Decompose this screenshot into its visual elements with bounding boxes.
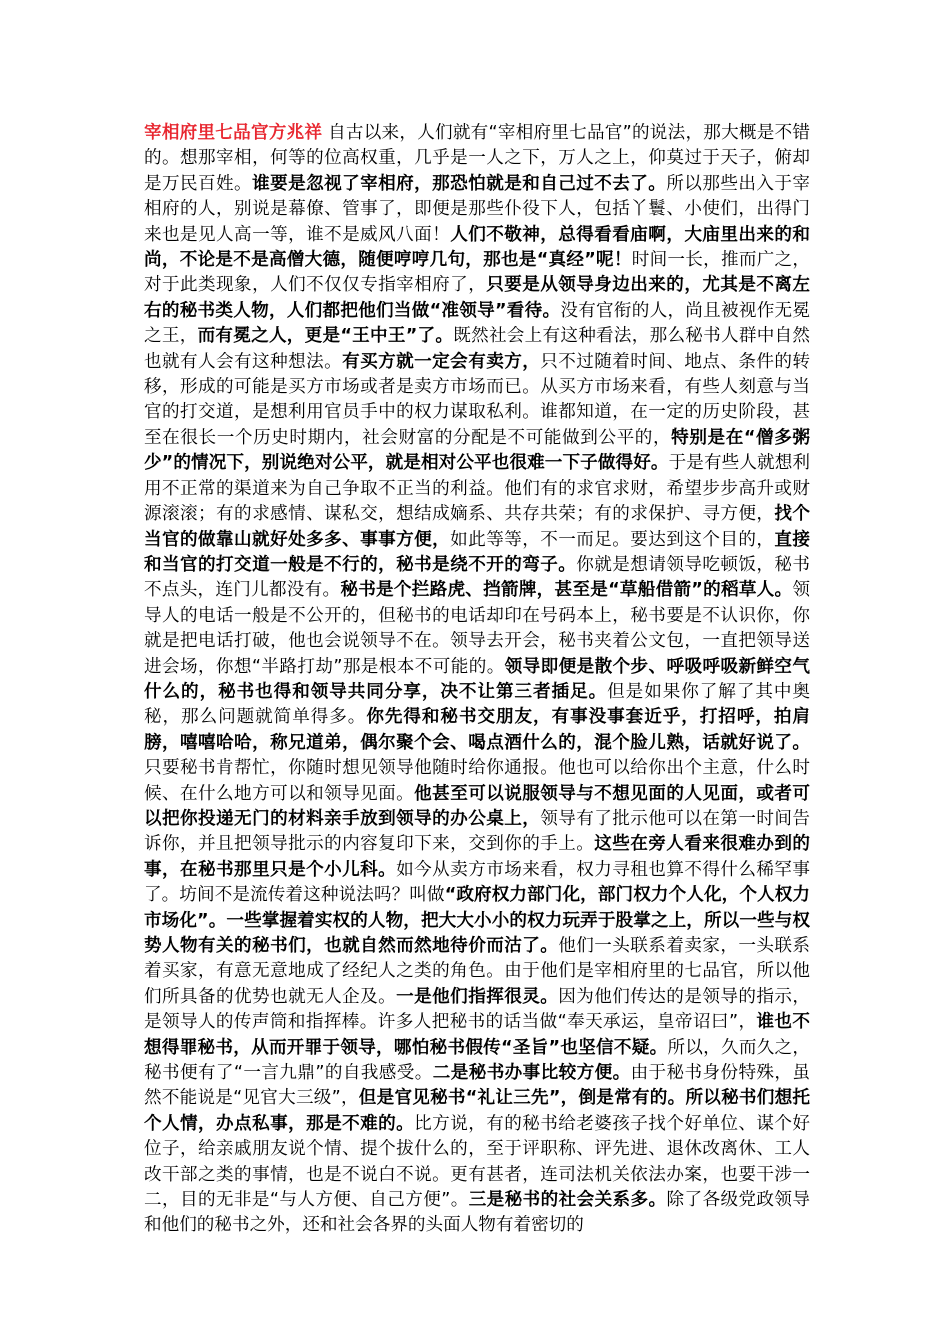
bold-segment: 谁要是忽视了宰相府，那恐怕就是和自己过不去了。 bbox=[252, 173, 667, 194]
bold-segment: 秘书是个拦路虎、挡箭牌，甚至是“草船借箭”的稻草人。 bbox=[340, 580, 793, 601]
bold-segment: 找个当官的做靠山就好处多多、事事方便， bbox=[144, 504, 810, 550]
bold-segment: 但是官见秘书“礼让三先”，倒是常有的。所以秘书们想托个人情，办点私事，那是不难的。 bbox=[144, 1088, 810, 1134]
article-title: 宰相府里七品官方兆祥 bbox=[144, 123, 323, 143]
bold-segment: 而有冕之人，更是“王中王”了。 bbox=[197, 326, 454, 347]
text-segment: 没有官衔的人，尚且被视作无冕之王， bbox=[144, 300, 810, 347]
bold-segment: 直接和当官的打交道一般是不行的，秘书是绕不开的弯子。 bbox=[144, 529, 810, 575]
bold-segment: 只要是从领导身边出来的，尤其是不离左右的秘书类人物，人们都把他们当做“准领导”看待。 bbox=[144, 275, 810, 321]
bold-segment: 三是秘书的社会关系多。 bbox=[468, 1190, 667, 1211]
bold-segment: 你先得和秘书交朋友，有事没事套近乎，打招呼，拍肩膀，嘻嘻哈哈，称兄道弟，偶尔聚个会、喝点酒什么的，混个脸儿熟，话就好说了。 bbox=[144, 707, 810, 753]
bold-segment: “政府权力部门化，部门权力个人化，个人权力市场化”。一些掌握着实权的人物，把大大小小的权力玩弄于股掌之上，所以一些与权势人物有关的秘书们，也就自然而然地待价而沽了。 bbox=[144, 885, 810, 956]
bold-segment: 特别是在“僧多粥少”的情况下，别说绝对公平，就是相对公平也很难一下子做得好。 bbox=[144, 427, 810, 474]
text-segment: 时间一长，推而广之，对于此类现象，人们不仅仅专指宰相府了， bbox=[144, 250, 810, 296]
text-segment: 既然社会上有这种看法，那么秘书人群中自然也就有人会有这种想法。 bbox=[144, 326, 810, 372]
document-page bbox=[144, 121, 810, 1239]
text-segment: 所以那些出入于宰相府的人，别说是幕僚、管事了，即便是那些仆役下人，包括丫鬟、小使们，出得门来也是见人高一等，谁不是威风八面！ bbox=[144, 173, 810, 245]
text-segment: 你就是想请领导吃顿饭，秘书不点头，连门儿都没有。 bbox=[144, 554, 810, 601]
text-segment: 领导人的电话一般是不公开的，但秘书的电话却印在号码本上，秘书要是不认识你，你就是把电话打破，他也会说领导不在。领导去开会，秘书夹着公文包，一直把领导送进会场，你想“半路打劫”那是根本不可能的。 bbox=[144, 580, 810, 677]
text-segment: 所以，久而久之，秘书便有了“一言九鼎”的自我感受。 bbox=[144, 1037, 810, 1084]
text-segment: 如此等等，不一而足。要达到这个目的， bbox=[450, 529, 775, 550]
bold-segment: 有买方就一定会有卖方， bbox=[342, 351, 541, 372]
bold-segment: 二是秘书办事比较方便。 bbox=[432, 1063, 631, 1084]
text-segment: 但是如果你了解了其中奥秘，那么问题就简单得多。 bbox=[144, 681, 810, 728]
text-segment: 因为他们传达的是领导的指示，是领导人的传声筒和指挥棒。许多人把秘书的话当做“奉天承运，皇帝诏曰”， bbox=[144, 986, 810, 1033]
text-segment: 由于秘书身份特殊，虽然不能说是“见官大三级”， bbox=[144, 1063, 810, 1109]
text-segment: 自古以来，人们就有“宰相府里七品官”的说法，那大概是不错的。想那宰相，何等的位高权重，几乎是一人之下，万人之上，仰莫过于天子，俯却是万民百姓。 bbox=[144, 123, 810, 194]
bold-segment: 人们不敬神，总得看看庙啊，大庙里出来的和尚，不论是不是高僧大德，随便哼哼几句，那也是“真经”呢！ bbox=[144, 224, 810, 271]
bold-segment: 他甚至可以说服领导与不想见面的人见面，或者可以把你投递无门的材料亲手放到领导的办公桌上， bbox=[144, 783, 810, 829]
text-segment: 只不过随着时间、地点、条件的转移，形成的可能是买方市场或者是卖方市场而已。从买方市场来看，有些人刻意与当官的打交道，是想利用官员手中的权力谋取私利。谁都知道，在一定的历史阶段，甚至在很长一个历史时期内，社会财富的分配是不可能做到公平的， bbox=[144, 351, 810, 448]
text-segment: 他们一头联系着卖家，一头联系着买家，有意无意地成了经纪人之类的角色。由于他们是宰相府里的七品官，所以他们所具备的优势也就无人企及。 bbox=[144, 936, 810, 1007]
body-paragraph bbox=[144, 121, 810, 1239]
text-segment: 比方说，有的秘书给老婆孩子找个好单位、谋个好位子，给亲戚朋友说个情、提个拔什么的，至于评职称、评先进、退休改离休、工人改干部之类的事情，也是不说白不说。更有甚者，连司法机关依法办案，也要干涉一二，目的无非是“与人方便、自己方便”。 bbox=[144, 1113, 810, 1211]
bold-segment: 领导即便是散个步、呼吸呼吸新鲜空气什么的，秘书也得和领导共同分享，决不让第三者插足。 bbox=[144, 656, 810, 702]
bold-segment: 这些在旁人看来很难办到的事，在秘书那里只是个小儿科。 bbox=[144, 834, 810, 880]
text-segment: 如今从卖方市场来看，权力寻租也算不得什么稀罕事了。坊间不是流传着这种说法吗？叫做 bbox=[144, 859, 810, 906]
text-segment: 只要秘书肯帮忙，你随时想见领导他随时给你通报。他也可以给你出个主意，什么时候、在什么地方可以和领导见面。 bbox=[144, 758, 810, 804]
text-segment: 除了各级党政领导和他们的秘书之外，还和社会各界的头面人物有着密切的 bbox=[144, 1190, 810, 1236]
bold-segment: 谁也不想得罪秘书，从而开罪于领导，哪怕秘书假传“圣旨”也坚信不疑。 bbox=[144, 1012, 810, 1058]
bold-segment: 一是他们指挥很灵。 bbox=[396, 986, 559, 1007]
text-segment: 领导有了批示他可以在第一时间告诉你，并且把领导批示的内容复印下来，交到你的手上。 bbox=[144, 808, 810, 855]
text-segment: 于是有些人就想利用不正常的渠道来为自己争取不正当的利益。他们有的求官求财，希望步步高升或财源滚滚；有的求感情、谋私交，想结成嫡系、共存共荣；有的求保护、寻方便， bbox=[144, 453, 810, 525]
